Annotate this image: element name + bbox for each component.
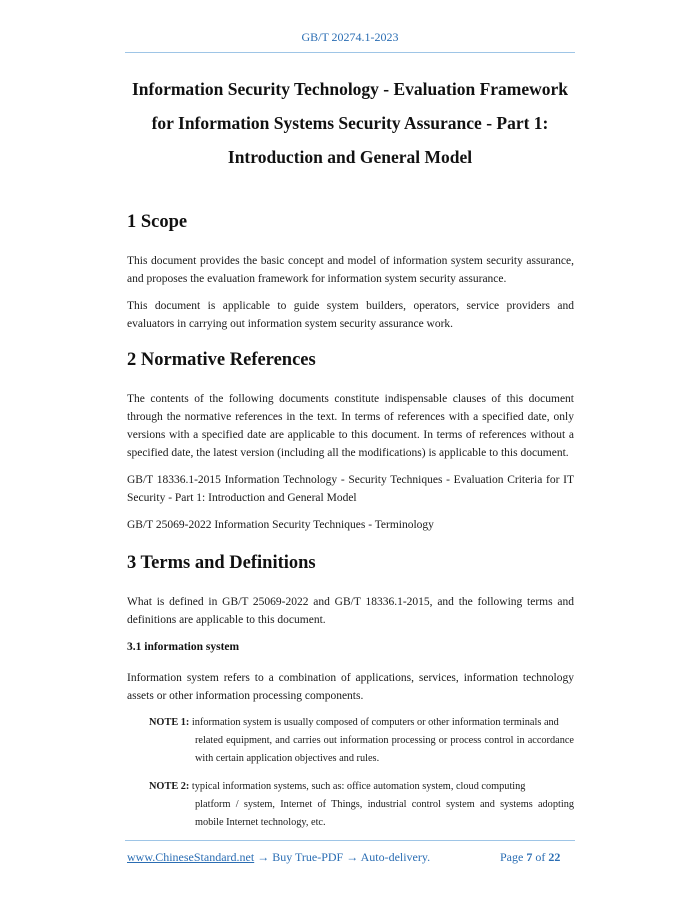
note-2-label: NOTE 2: (149, 781, 190, 792)
scope-paragraph-2: This document is applicable to guide system builders, operators, service providers and evaluators in carrying out information system security assurance work. (127, 300, 574, 330)
page-current: 7 (526, 850, 533, 864)
note-2-continuation: platform / system, Internet of Things, industrial control system and systems adopting mobile Internet technology, etc. (195, 799, 574, 828)
note-2-first-line: typical information systems, such as: office automation system, cloud computing (189, 781, 526, 792)
section-terms-heading: 3 Terms and Definitions (127, 553, 316, 573)
page-of: of (535, 850, 546, 864)
footer-tagline: → Buy True-PDF → Auto-delivery. (254, 850, 431, 864)
reference-gbt-18336: GB/T 18336.1-2015 Information Technology - Security Techniques - Evaluation Criteria for IT Security - Part 1: Introduction and General Model (127, 474, 574, 504)
reference-gbt-25069: GB/T 25069-2022 Information Security Techniques - Terminology (127, 519, 434, 531)
title-line-2: for Information Systems Security Assurance - Part 1: (151, 113, 549, 133)
footer-website-link[interactable]: www.ChineseStandard.net (127, 850, 255, 864)
page-word: Page (500, 850, 524, 864)
footer-promo (127, 850, 430, 865)
document-title (120, 72, 580, 174)
note-1 (149, 714, 574, 768)
section-normative-heading: 2 Normative References (127, 350, 316, 370)
footer-divider (125, 840, 575, 841)
title-line-3: Introduction and General Model (227, 147, 473, 167)
note-2 (149, 778, 574, 832)
normative-paragraph: The contents of the following documents constitute indispensable clauses of this document through the normative references in the text. In terms of references with a specified date, only versions with a specified date are applicable to this document. In terms of references without a specified date, the latest version (including all the modifications) is applicable to this document. (127, 393, 574, 459)
terms-paragraph: What is defined in GB/T 25069-2022 and GB/T 18336.1-2015, and the following terms and definitions are applicable to this document. (127, 596, 574, 626)
note-1-continuation: related equipment, and carries out information processing or process control in accordance with certain application objectives and rules. (195, 735, 574, 764)
page-indicator (500, 850, 560, 865)
title-line-1: Information Security Technology - Evaluation Framework (131, 79, 569, 99)
page-total: 22 (548, 850, 561, 864)
header-divider (125, 52, 575, 53)
term-definition-information-system: Information system refers to a combination of applications, services, information technology assets or other information processing components. (127, 672, 574, 702)
note-1-first-line: information system is usually composed of computers or other information terminals and (189, 717, 559, 728)
scope-paragraph-1: This document provides the basic concept and model of information system security assurance, and proposes the evaluation framework for information system security assurance. (127, 255, 574, 285)
term-heading-information-system: 3.1 information system (127, 641, 240, 653)
header-standard-code: GB/T 20274.1-2023 (301, 30, 399, 44)
section-scope-heading: 1 Scope (127, 212, 188, 232)
note-1-label: NOTE 1: (149, 717, 190, 728)
